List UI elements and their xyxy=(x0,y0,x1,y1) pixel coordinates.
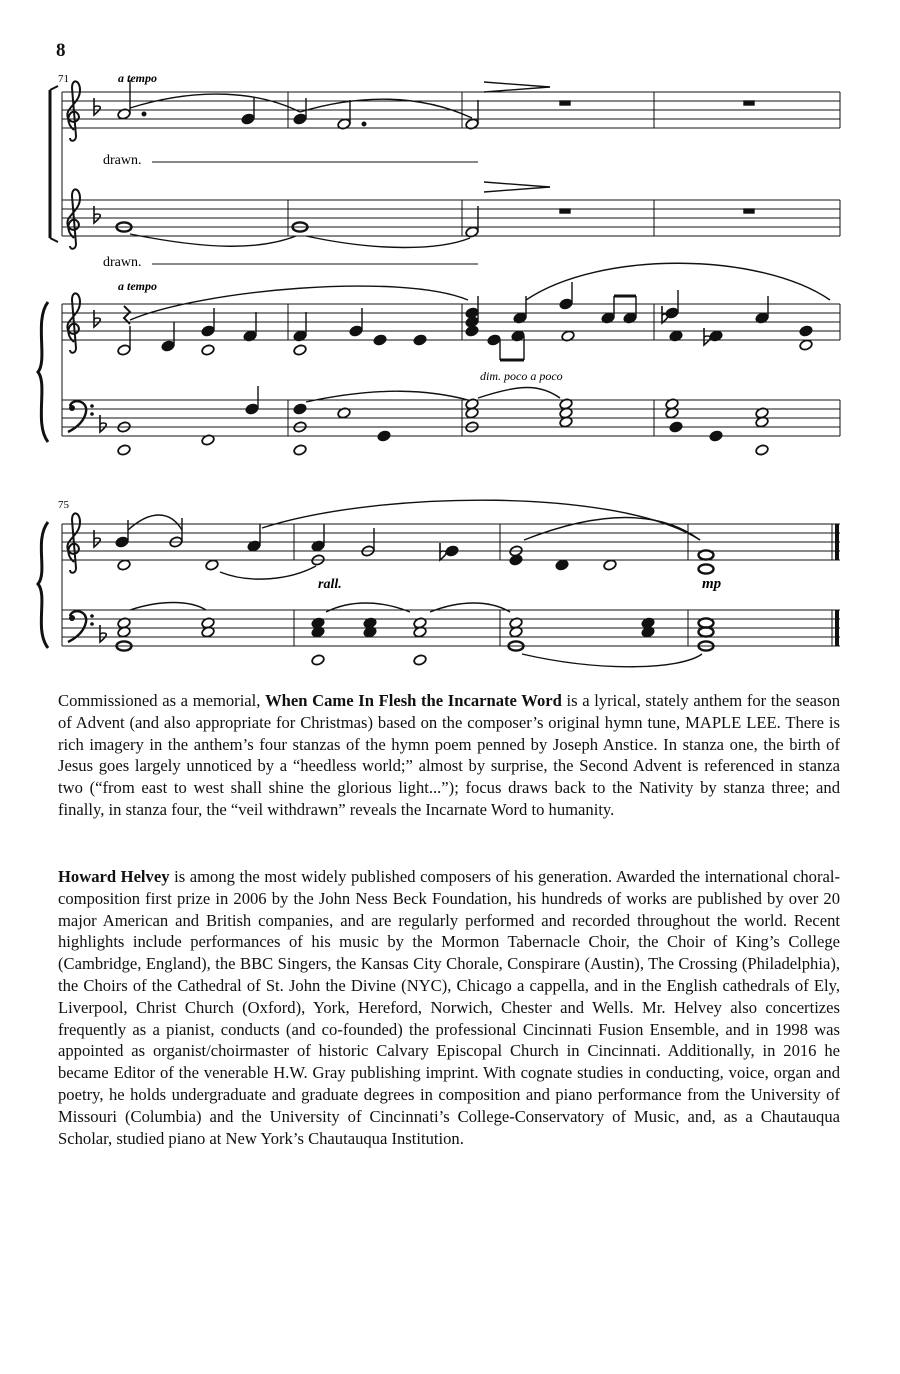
music-score xyxy=(0,0,900,680)
description-paragraph xyxy=(58,690,840,821)
piano-bass-notes-2 xyxy=(117,603,714,667)
dim-poco-a-poco: dim. poco a poco xyxy=(480,369,563,383)
treble-clef-icon-2 xyxy=(67,189,80,248)
dynamic-mp: mp xyxy=(702,576,722,592)
page-number: 8 xyxy=(56,40,66,61)
choir-bracket xyxy=(50,86,62,242)
staff-lower-voice xyxy=(62,200,840,236)
composer-bio-body: is among the most widely published composers of his generation. Awarded the international choral-composition first prize in 2006 by the John Ness Beck Foundation, his hundreds of works are published by over 20 major American and British companies, and are regularly performed and recorded throughout the world. Recent highlights include performances of his music by the Mormon Tabernacle Choir, the Choir of King’s College (Cambridge, England), the BBC Singers, the Kansas City Chorale, Conspirare (Austin), The Crossing (Philadelphia), the Choirs of the Cathedral of St. John the Divine (NYC), Chicago a cappella, and in the English cathedrals of Ely, Liverpool, Christ Church (Oxford), York, Hereford, Norwich, Chester and Wells. Mr. Helvey also concertizes frequently as a pianist, conducts (and co-founded) the professional Cincinnati Fusion Ensemble, and in 1998 was appointed as organist/choirmaster of historic Calvary Episcopal Church in Cincinnati. Additionally, in 2016 he became Editor of the venerable H.W. Gray publishing imprint. With cognate studies in conducting, voice, organ and poetry, he holds undergraduate and graduate degrees in composition and piano performance from the University of Missouri (Columbia) and the University of Cincinnati’s College-Conservatory of Music, and, as a Chautauqua Scholar, studied piano at New York’s Chautauqua Institution. xyxy=(58,867,840,1148)
tempo-a-tempo-piano: a tempo xyxy=(118,279,157,293)
composer-name: Howard Helvey xyxy=(58,867,170,886)
staff-piano-bass xyxy=(62,400,840,436)
treble-clef-icon xyxy=(67,81,80,140)
piano-brace-icon-2 xyxy=(38,522,48,648)
description-intro: Commissioned as a memorial, xyxy=(58,691,266,710)
rall: rall. xyxy=(318,577,342,592)
lyric-drawn-soprano: drawn. xyxy=(103,153,142,168)
piano-treble-notes-2 xyxy=(115,500,714,579)
composer-bio-paragraph xyxy=(58,866,840,1149)
anthem-title: When Came In Flesh the Incarnate Word xyxy=(265,691,562,710)
description-body: is a lyrical, stately anthem for the season of Advent (and also appropriate for Christmas) based on the composer’s original hymn tune, MAPLE LEE. There is rich imagery in the anthem’s four stanzas of the hymn poem penned by Joseph Anstice. In stanza one, the birth of Jesus goes largely unnoticed by a “heedless world;” almost by surprise, the Second Advent is referenced in stanza two (“from east to west shall shine the glorious light...”); focus draws back to the Nativity by stanza three; and finally, in stanza four, the “veil withdrawn” reveals the Incarnate Word to humanity. xyxy=(58,691,840,819)
lyric-drawn-lower: drawn. xyxy=(103,255,142,270)
measure-number-75: 75 xyxy=(58,499,69,511)
soprano-notes xyxy=(117,80,754,130)
piano-treble-notes xyxy=(117,263,830,360)
piano-bass-notes xyxy=(117,386,769,456)
measure-number-71: 71 xyxy=(58,73,69,85)
staff-piano-treble xyxy=(62,304,840,340)
treble-clef-icon-3 xyxy=(67,293,80,352)
staff-piano-bass-2 xyxy=(62,610,840,646)
tempo-a-tempo-voice: a tempo xyxy=(118,71,157,85)
piano-brace-icon xyxy=(38,302,48,442)
treble-clef-icon-4 xyxy=(67,513,80,572)
lower-voice-notes xyxy=(117,182,755,248)
